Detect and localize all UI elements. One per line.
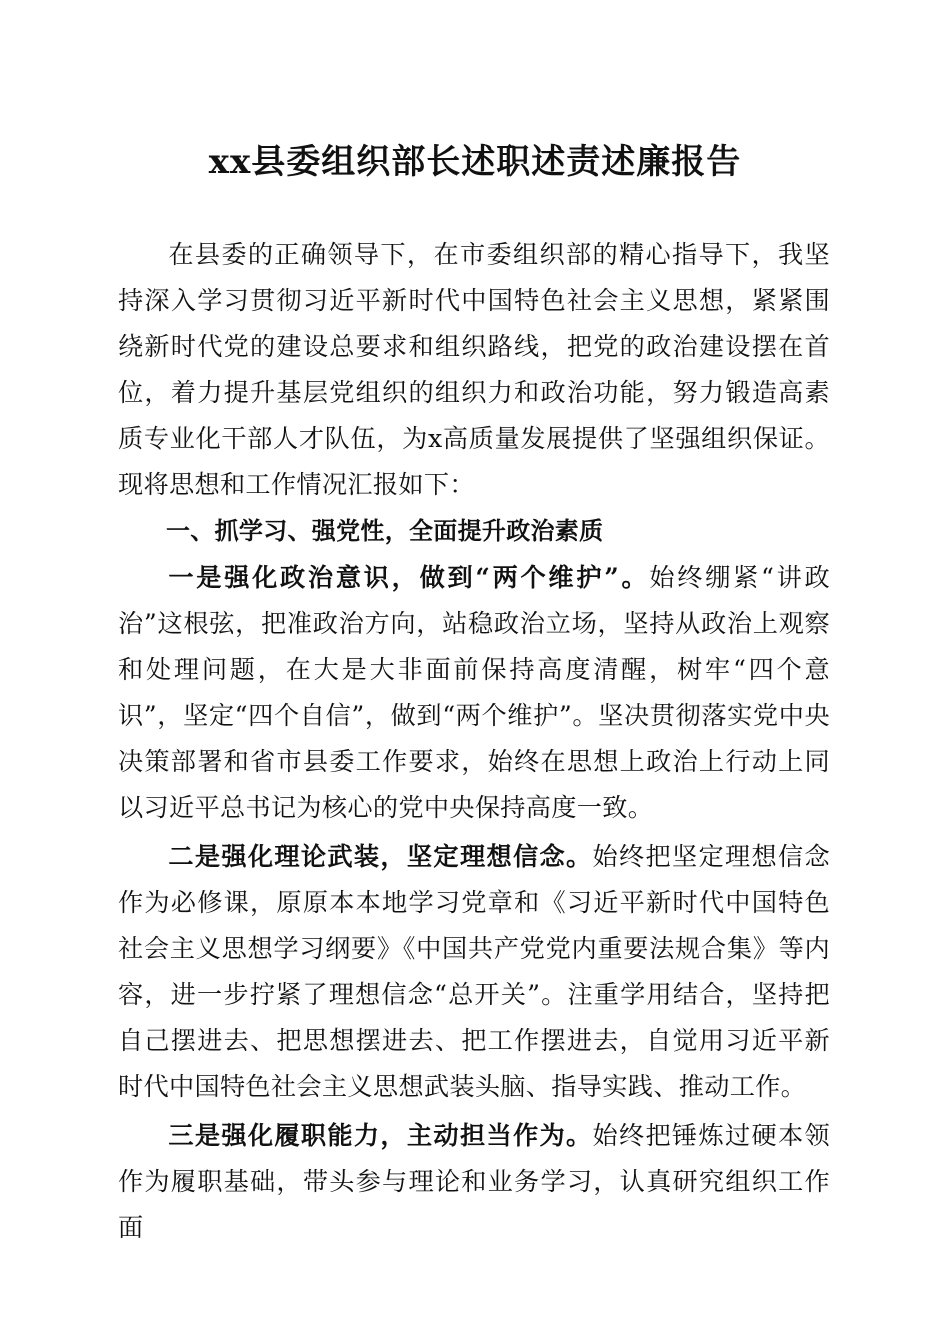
paragraph-text: 始终把锤炼过硬本领作为履职基础，带头参与理论和业务学习，认真研究组织工作面: [118, 1121, 830, 1242]
paragraph-lead: 二是强化理论武装，坚定理想信念。: [168, 841, 593, 871]
paragraph-political-awareness: [118, 554, 830, 831]
paragraph-text: 始终绷紧“讲政治”这根弦，把准政治方向，站稳政治立场，坚持从政治上观察和处理问题，在大是大非面前保持高度清醒，树牢“四个意识”，坚定“四个自信”，做到“两个维护”。坚决贯彻落实党中央决策部署和省市县委工作要求，始终在思想上政治上行动上同以习近平总书记为核心的党中央保持高度一致。: [118, 563, 830, 822]
section-heading-1: 一、抓学习、强党性，全面提升政治素质: [166, 517, 604, 545]
page-title: xx县委组织部长述职述责述廉报告: [208, 142, 742, 182]
paragraph-text: 始终把坚定理想信念作为必修课，原原本本地学习党章和《习近平新时代中国特色社会主义思想学习纲要》《中国共产党党内重要法规合集》等内容，进一步拧紧了理想信念“总开关”。注重学用结合，坚持把自己摆进去、把思想摆进去、把工作摆进去，自觉用习近平新时代中国特色社会主义思想武装头脑、指导实践、推动工作。: [118, 842, 830, 1101]
document-body: [118, 232, 830, 1251]
paragraph-lead: 一是强化政治意识，做到“两个维护”。: [168, 562, 650, 592]
intro-paragraph: 在县委的正确领导下，在市委组织部的精心指导下，我坚持深入学习贯彻习近平新时代中国特色社会主义思想，紧紧围绕新时代党的建设总要求和组织路线，把党的政治建设摆在首位，着力提升基层党组织的组织力和政治功能，努力锻造高素质专业化干部人才队伍，为x高质量发展提供了坚强组织保证。现将思想和工作情况汇报如下：: [118, 240, 830, 499]
paragraph-theory: [118, 833, 830, 1110]
paragraph-capability: [118, 1112, 830, 1251]
paragraph-lead: 三是强化履职能力，主动担当作为。: [168, 1120, 593, 1150]
